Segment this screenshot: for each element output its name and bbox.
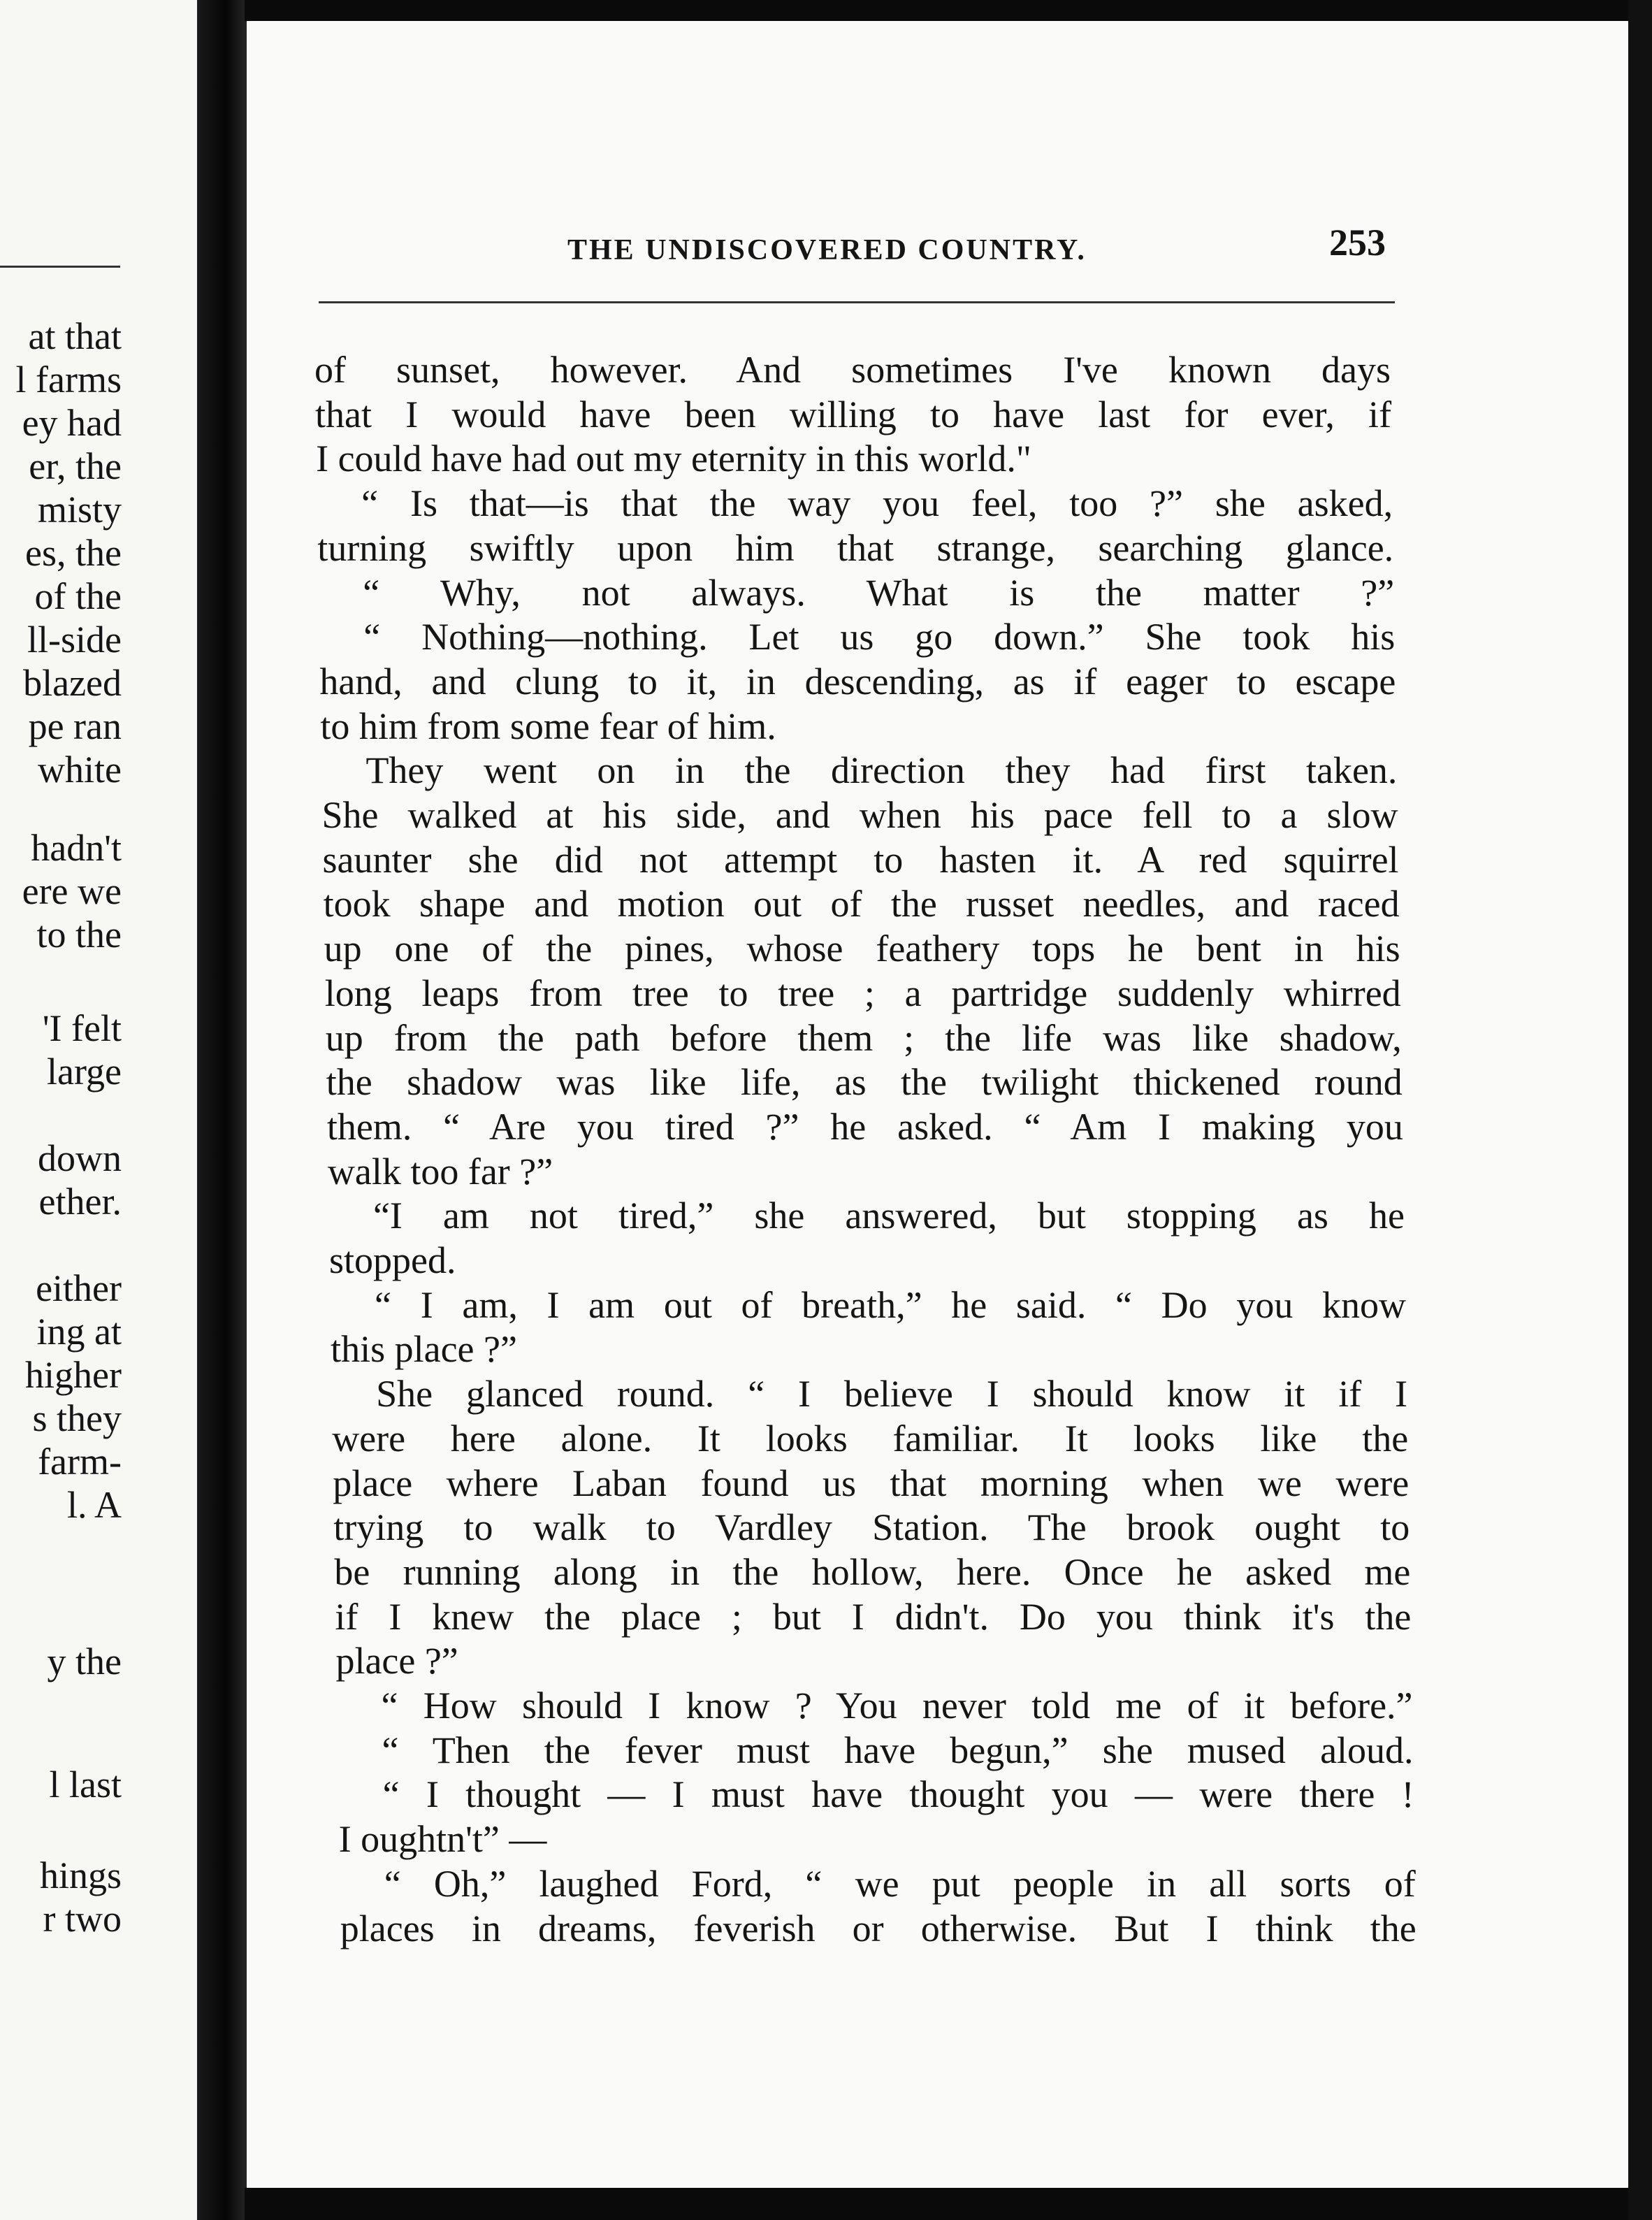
text-line: of sunset, however. And sometimes I've known days	[314, 349, 1391, 391]
left-page-fragment: pe ran	[28, 705, 122, 747]
left-page-fragment: farm-	[38, 1441, 122, 1483]
text-line: long leaps from tree to tree ; a partridge suddenly whirred	[324, 972, 1401, 1014]
text-line: I could have had out my eternity in this world."	[316, 438, 1031, 480]
left-page	[0, 0, 197, 2220]
page-number: 253	[1329, 222, 1386, 264]
running-head: THE UNDISCOVERED COUNTRY.	[567, 234, 1087, 266]
left-page-fragment: hings	[39, 1854, 122, 1896]
text-line: saunter she did not attempt to hasten it. A red squirrel	[322, 838, 1399, 881]
text-line: She glanced round. “ I believe I should know it if I	[376, 1373, 1408, 1415]
text-line: were here alone. It looks familiar. It looks like the	[332, 1417, 1409, 1459]
left-page-fragment: blazed	[23, 662, 122, 704]
left-page-fragment: l. A	[66, 1484, 122, 1526]
left-page-fragment: higher	[25, 1354, 122, 1396]
left-page-fragment: at that	[28, 315, 122, 357]
left-page-fragment: l farms	[15, 359, 122, 401]
text-line: be running along in the hollow, here. Once he asked me	[334, 1550, 1411, 1593]
text-line: took shape and motion out of the russet needles, and raced	[323, 883, 1400, 925]
text-line: if I knew the place ; but I didn't. Do you think it's the	[335, 1595, 1412, 1638]
left-page-fragment: ing at	[36, 1311, 122, 1353]
left-page-fragment: white	[38, 749, 122, 791]
text-line: “ How should I know ? You never told me of it before.”	[381, 1685, 1413, 1727]
text-line: stopped.	[329, 1239, 456, 1281]
text-line: up one of the pines, whose feathery tops he bent in his	[324, 928, 1400, 970]
left-page-fragment: large	[47, 1051, 122, 1093]
left-page-fragment: of the	[34, 575, 122, 617]
text-line: “ Oh,” laughed Ford, “ we put people in all sorts of	[384, 1862, 1416, 1905]
text-line: place ?”	[335, 1640, 458, 1682]
left-page-fragment: s they	[32, 1397, 122, 1439]
text-line: walk too far ?”	[327, 1150, 553, 1192]
left-page-fragment: 'I felt	[42, 1007, 122, 1049]
book-gutter	[197, 0, 245, 2220]
left-page-rule	[0, 266, 120, 268]
text-line: “ I thought — I must have thought you — were there !	[382, 1773, 1414, 1816]
text-line: this place ?”	[331, 1328, 517, 1371]
header-rule	[319, 301, 1395, 303]
text-line: that I would have been willing to have last for ever, if	[315, 393, 1392, 435]
text-line: hand, and clung to it, in descending, as if eager to escape	[319, 660, 1396, 702]
text-line: She walked at his side, and when his pace fell to a slow	[321, 794, 1398, 836]
text-line: “ Why, not always. What is the matter ?”	[363, 571, 1395, 614]
left-page-fragment: down	[38, 1137, 122, 1179]
left-page-fragment: r two	[43, 1898, 122, 1940]
left-page-fragment: er, the	[29, 445, 122, 487]
page-edge	[1628, 0, 1652, 2220]
left-page-fragment: ether.	[38, 1181, 122, 1223]
text-line: “ Then the fever must have begun,” she mused aloud.	[382, 1729, 1414, 1771]
left-page-fragment: y the	[47, 1641, 122, 1682]
left-page-fragment: hadn't	[31, 827, 122, 869]
left-page-fragment: es, the	[25, 532, 122, 574]
left-page-fragment: misty	[37, 489, 122, 531]
left-page-fragment: to the	[36, 914, 122, 956]
text-line: trying to walk to Vardley Station. The brook ought to	[333, 1506, 1410, 1549]
left-page-fragment: either	[36, 1267, 122, 1309]
left-page-fragment: ere we	[22, 870, 122, 912]
text-line: to him from some fear of him.	[320, 705, 776, 747]
text-line: They went on in the direction they had first taken.	[365, 749, 1398, 792]
left-page-fragment: ll-side	[27, 619, 122, 661]
text-line: I oughtn't” —	[338, 1818, 547, 1861]
text-line: places in dreams, feverish or otherwise. But I think the	[340, 1907, 1416, 1949]
text-line: turning swiftly upon him that strange, searching glance.	[317, 526, 1394, 569]
text-line: place where Laban found us that morning when we were	[333, 1462, 1410, 1504]
text-line: the shadow was like life, as the twilight thickened round	[326, 1061, 1403, 1104]
text-line: up from the path before them ; the life was like shadow,	[325, 1016, 1402, 1059]
left-page-fragment: ey had	[22, 402, 122, 444]
text-line: them. “ Are you tired ?” he asked. “ Am I making you	[326, 1105, 1403, 1148]
text-line: “ Is that—is that the way you feel, too ?” she asked,	[361, 482, 1393, 525]
left-page-fragment: l last	[49, 1764, 122, 1805]
text-line: “ Nothing—nothing. Let us go down.” She took his	[363, 616, 1396, 658]
text-line: “ I am, I am out of breath,” he said. “ Do you know	[375, 1283, 1407, 1326]
text-line: “I am not tired,” she answered, but stopping as he	[372, 1195, 1405, 1237]
